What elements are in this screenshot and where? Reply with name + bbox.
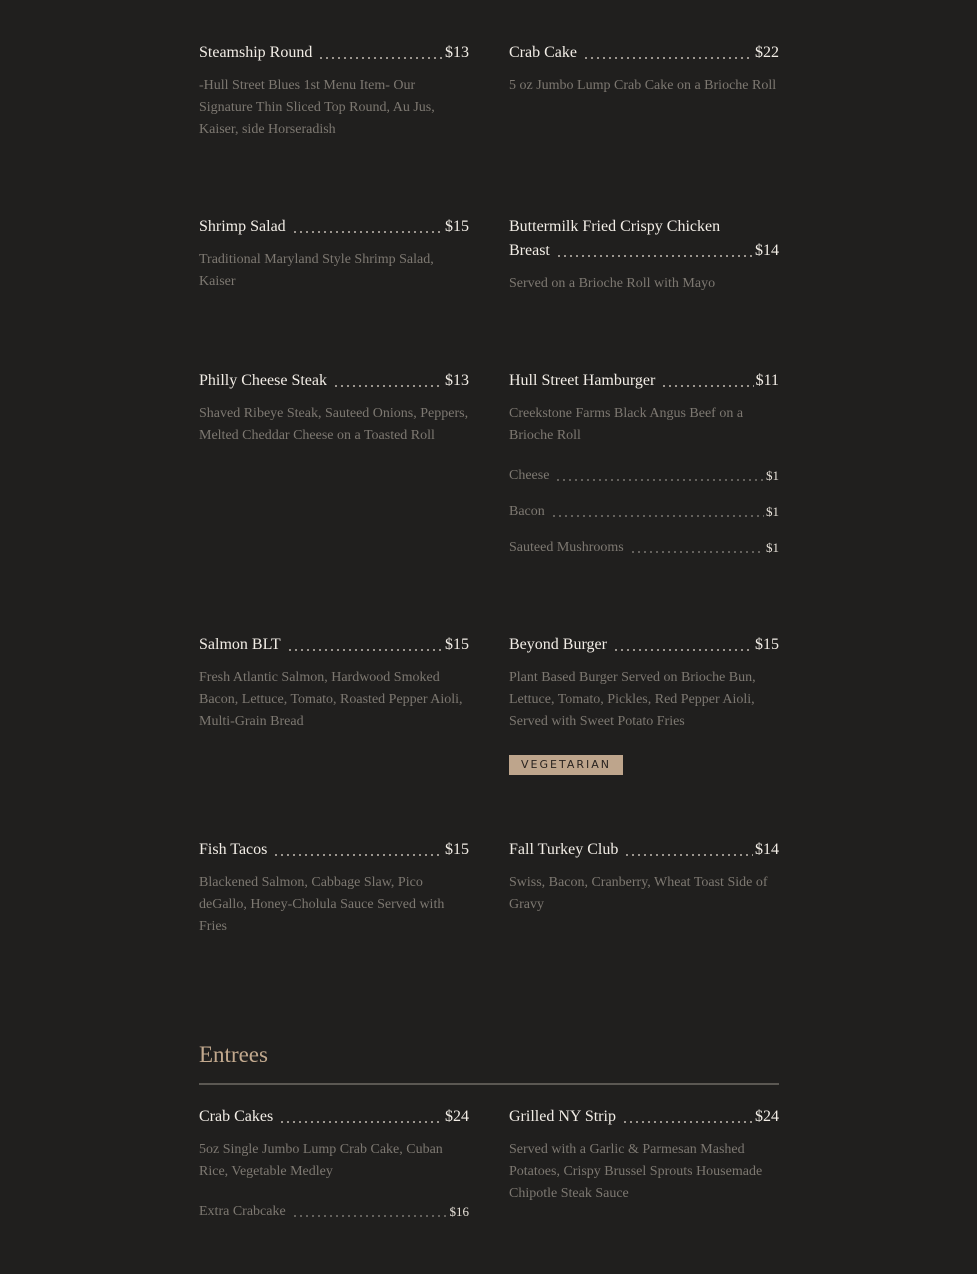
item-name: Steamship Round [199,44,313,61]
dot-leader [287,649,443,651]
item-header [199,1105,469,1129]
menu-item-salmon-blt [199,633,469,733]
item-name: Shrimp Salad [199,218,286,235]
dot-leader [292,1215,448,1217]
item-header [199,633,469,657]
item-description: 5oz Single Jumbo Lump Crab Cake, Cuban Rice, Vegetable Medley [199,1142,443,1179]
item-price: $14 [755,841,779,858]
item-header [199,41,469,65]
item-name: Crab Cake [509,44,577,61]
dot-leader [613,649,753,651]
item-price: $15 [445,218,469,235]
dot-leader [556,255,753,257]
item-header [199,838,469,862]
addon-name: Bacon [509,504,545,519]
addon-name: Sauteed Mushrooms [509,540,624,555]
menu-item-fall-turkey-club [509,838,779,916]
dot-leader [555,479,764,481]
item-name: Grilled NY Strip [509,1108,616,1125]
menu-item-hamburger [509,369,779,559]
addon-price: $1 [766,468,779,483]
item-name-line1: Buttermilk Fried Crispy Chicken [509,218,721,235]
dot-leader [273,854,443,856]
item-name: Crab Cakes [199,1108,274,1125]
dot-leader [551,515,764,517]
dot-leader [661,385,753,387]
dot-leader [318,57,443,59]
vegetarian-badge: VEGETARIAN [509,755,623,775]
dot-leader [333,385,443,387]
addon-name: Cheese [509,468,550,483]
item-price: $15 [755,636,779,653]
item-name: Salmon BLT [199,636,281,653]
item-description: Shaved Ribeye Steak, Sauteed Onions, Peppers, Melted Cheddar Cheese on a Toasted Roll [199,406,469,443]
dot-leader [630,551,764,553]
dot-leader [622,1121,753,1123]
addon-row [509,465,779,487]
item-name: Hull Street Hamburger [509,372,656,389]
item-header [509,369,779,393]
item-header [509,838,779,862]
item-description: 5 oz Jumbo Lump Crab Cake on a Brioche Roll [509,78,777,93]
item-price: $14 [755,242,779,259]
item-price: $22 [755,44,779,61]
menu-item-beyond-burger [509,633,779,775]
addon-row [509,501,779,523]
addon-row [509,537,779,559]
item-header [509,41,779,65]
menu-item-fried-chicken [509,215,779,295]
item-header [199,369,469,393]
item-description: Served with a Garlic & Parmesan Mashed Potatoes, Crispy Brussel Sprouts Housemade Chipotle Steak Sauce [509,1142,763,1201]
item-name: Fall Turkey Club [509,841,619,858]
item-price: $15 [445,636,469,653]
item-header [509,1105,779,1129]
menu-item-crab-cake [509,41,779,97]
item-description: Traditional Maryland Style Shrimp Salad, Kaiser [199,252,434,289]
item-name-line2: Breast [509,242,550,259]
menu-item-fish-tacos [199,838,469,938]
item-price: $24 [755,1108,779,1125]
addon-name: Extra Crabcake [199,1204,286,1219]
item-price: $11 [755,372,779,389]
item-header [509,633,779,657]
item-description: Served on a Brioche Roll with Mayo [509,276,716,291]
item-header [199,215,469,239]
item-description: -Hull Street Blues 1st Menu Item- Our Signature Thin Sliced Top Round, Au Jus, Kaiser, side Horseradish [199,78,435,137]
menu-item-grilled-ny-strip [509,1105,779,1205]
item-name: Fish Tacos [199,841,268,858]
item-description: Swiss, Bacon, Cranberry, Wheat Toast Side of Gravy [509,875,768,912]
dot-leader [624,854,753,856]
item-price: $24 [445,1108,469,1125]
menu-item-shrimp-salad [199,215,469,293]
item-description: Creekstone Farms Black Angus Beef on a Brioche Roll [509,406,744,443]
menu-item-crab-cakes [199,1105,469,1223]
item-description: Fresh Atlantic Salmon, Hardwood Smoked Bacon, Lettuce, Tomato, Roasted Pepper Aioli, Multi-Grain Bread [199,670,463,729]
item-price: $13 [445,372,469,389]
menu-item-philly-cheese-steak [199,369,469,447]
dot-leader [292,231,443,233]
item-name: Philly Cheese Steak [199,372,327,389]
addon-row [199,1201,469,1223]
dot-leader [583,57,753,59]
addon-price: $16 [449,1204,469,1219]
item-price: $15 [445,841,469,858]
item-price: $13 [445,44,469,61]
addon-price: $1 [766,540,779,555]
item-description: Plant Based Burger Served on Brioche Bun, Lettuce, Tomato, Pickles, Red Pepper Aioli, Served with Sweet Potato Fries [509,670,756,729]
menu-item-steamship-round [199,41,469,141]
section-title-entrees: Entrees [199,1040,779,1085]
addon-price: $1 [766,504,779,519]
item-header [509,239,779,263]
dot-leader [279,1121,443,1123]
item-name: Beyond Burger [509,636,607,653]
item-description: Blackened Salmon, Cabbage Slaw, Pico deGallo, Honey-Cholula Sauce Served with Fries [199,875,445,934]
